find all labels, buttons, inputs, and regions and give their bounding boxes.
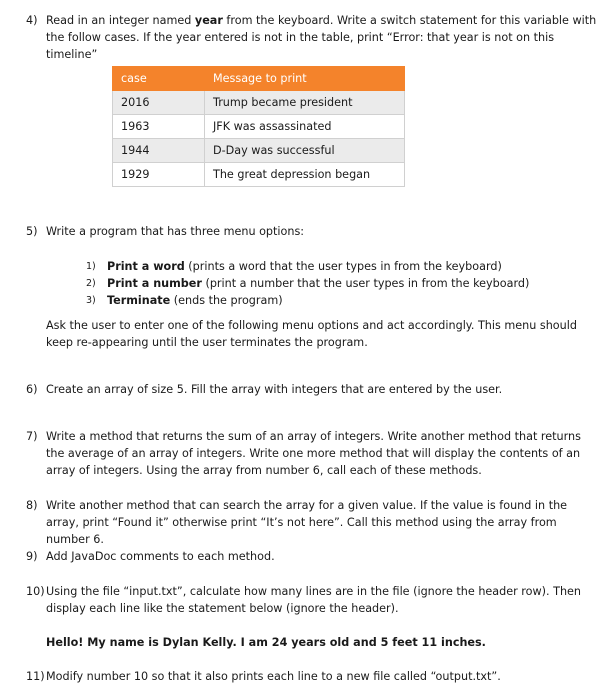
question-number: 8): [26, 499, 38, 512]
table-row: [113, 91, 405, 115]
question-text: Write a program that has three menu options:: [46, 225, 305, 238]
question-text: Add JavaDoc comments to each method.: [46, 550, 275, 563]
table-cell: The great depression began: [205, 163, 405, 187]
bold-term: Print a word: [107, 260, 185, 273]
text-segment: from the keyboard. Write a switch statement for this variable with the follow cases. If the year entered is not in the table, print “Error: that year is not on this timeline”: [46, 14, 597, 61]
example-output-line: Hello! My name is Dylan Kelly. I am 24 years old and 5 feet 11 inches.: [46, 636, 486, 649]
question-text: [46, 12, 601, 63]
list-number: 2): [86, 278, 96, 289]
question-5-followup: Ask the user to enter one of the following menu options and act accordingly. This menu should keep re-appearing until the user terminates the program.: [46, 319, 577, 349]
list-number: 1): [86, 261, 96, 272]
question-4: [26, 12, 601, 63]
question-7: [26, 428, 601, 479]
text-segment: (print a number that the user types in from the keyboard): [201, 277, 530, 290]
table-cell: 1963: [113, 115, 205, 139]
question-text: Using the file “input.txt”, calculate how many lines are in the file (ignore the header row). Then display each line like the statement below (ignore the header).: [46, 585, 582, 615]
table-cell: 1944: [113, 139, 205, 163]
text-segment: (ends the program): [170, 294, 283, 307]
bold-term: year: [194, 14, 223, 27]
question-number: 4): [26, 14, 38, 27]
question-6: [26, 381, 601, 398]
question-text: Write another method that can search the array for a given value. If the value is found in the array, print “Found it” otherwise print “It’s not here”. Call this method using the array from number 6.: [46, 499, 568, 546]
column-header-case: case: [113, 67, 205, 91]
question-text: Create an array of size 5. Fill the array with integers that are entered by the user.: [46, 383, 503, 396]
table-cell: 2016: [113, 91, 205, 115]
column-header-message: Message to print: [205, 67, 405, 91]
text-segment: Read in an integer named: [46, 14, 195, 27]
table-cell: Trump became president: [205, 91, 405, 115]
list-number: 3): [86, 295, 96, 306]
bold-term: Terminate: [107, 294, 171, 307]
table-cell: JFK was assassinated: [205, 115, 405, 139]
table-row: [113, 115, 405, 139]
text-segment: (prints a word that the user types in from the keyboard): [184, 260, 502, 273]
table-cell: 1929: [113, 163, 205, 187]
bold-term: Print a number: [107, 277, 202, 290]
question-11: [26, 668, 601, 685]
question-text: Write a method that returns the sum of an array of integers. Write another method that returns the average of an array of integers. Write one more method that will display the contents of an array of integers. Using the array from number 6, call each of these methods.: [46, 430, 581, 477]
question-number: 5): [26, 225, 38, 238]
question-text: Modify number 10 so that it also prints each line to a new file called “output.txt”.: [46, 670, 501, 683]
question-number: 7): [26, 430, 38, 443]
question-10: [26, 583, 601, 617]
question-9: [26, 548, 601, 565]
question-number: 9): [26, 550, 38, 563]
table-row: [113, 163, 405, 187]
question-number: 6): [26, 383, 38, 396]
table-cell: D-Day was successful: [205, 139, 405, 163]
question-number: 10): [26, 585, 45, 598]
question-5: [26, 223, 601, 240]
table-header-row: [113, 67, 405, 91]
question-number: 11): [26, 670, 45, 683]
question-8: [26, 497, 601, 548]
year-cases-table: [112, 66, 405, 187]
table-row: [113, 139, 405, 163]
